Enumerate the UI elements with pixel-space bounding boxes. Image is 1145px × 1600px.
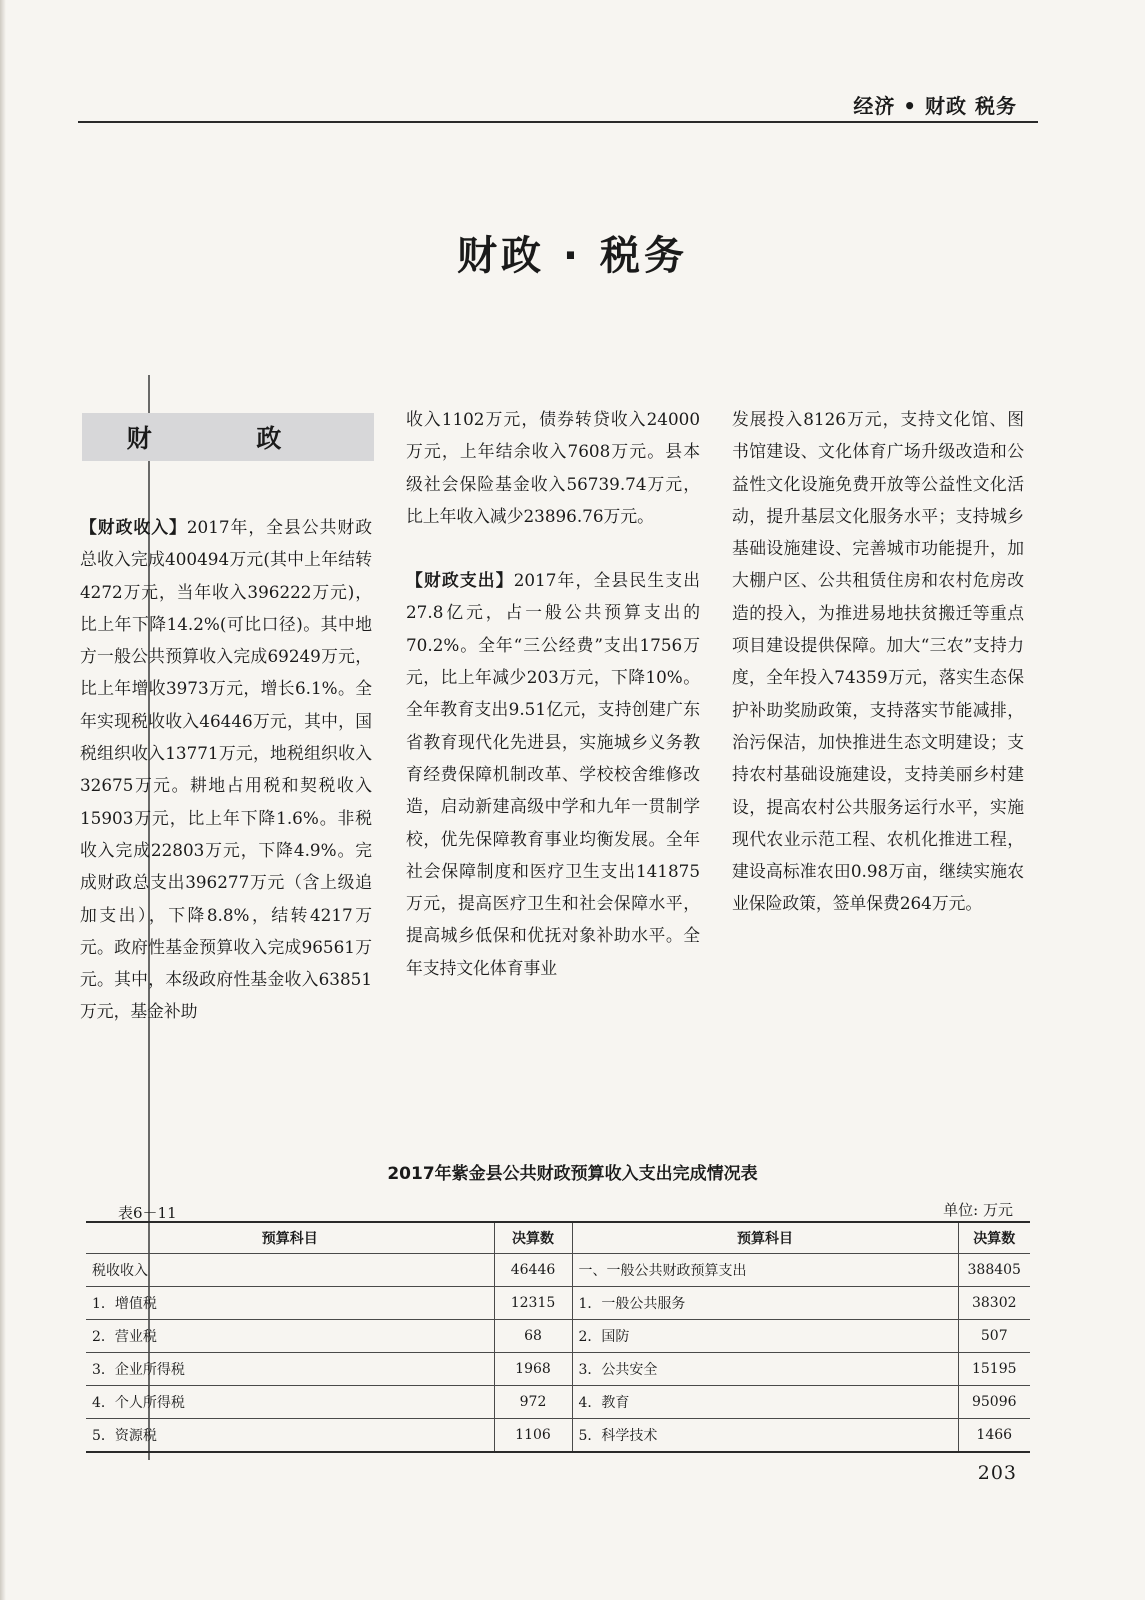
revenue-value: 46446	[494, 1254, 572, 1287]
header-rule	[78, 121, 1038, 123]
budget-table	[86, 1221, 1030, 1453]
revenue-value: 972	[494, 1386, 572, 1419]
revenue-label: 【财政收入】	[80, 517, 187, 537]
revenue-paragraph	[80, 511, 372, 1028]
header-value-left: 决算数	[494, 1222, 572, 1254]
table-row	[86, 1419, 1030, 1453]
revenue-item: 税收收入	[86, 1254, 494, 1287]
table-unit: 单位: 万元	[943, 1201, 1013, 1219]
table-row	[86, 1353, 1030, 1386]
header-item-right: 预算科目	[572, 1222, 958, 1254]
expenditure-paragraph	[406, 564, 700, 984]
text-column-2	[406, 403, 700, 984]
col3-paragraph: 发展投入8126万元，支持文化馆、图书馆建设、文化体育广场升级改造和公益性文化设施免费开放等公益性文化活动，提升基层文化服务水平；支持城乡基础设施建设、完善城市功能提升，加大棚户区、公共租赁住房和农村危房改造的投入，为推进易地扶贫搬迁等重点项目建设提供保障。加大“三农”支持力度，全年投入74359万元，落实生态保护补助奖励政策，支持落实节能减排，治污保洁，加快推进生态文明建设；支持农村基础设施建设，支持美丽乡村建设，提高农村公共服务运行水平，实施现代农业示范工程、农机化推进工程，建设高标准农田0.98万亩，继续实施农业保险政策，签单保费264万元。	[732, 409, 1024, 914]
revenue-text: 2017年，全县公共财政总收入完成400494万元(其中上年结转4272万元，当年收入396222万元)，比上年下降14.2%(可比口径)。其中地方一般公共预算收入完成69249万元，比上年增收3973万元，增长6.1%。全年实现税收收入46446万元，其中，国税组织收入13771万元，地税组织收入32675万元。耕地占用税和契税收入15903万元，比上年下降1.6%。非税收入完成22803万元，下降4.9%。完成财政总支出396277万元（含上级追加支出），下降8.8%，结转4217万元。政府性基金预算收入完成96561万元。其中，本级政府性基金收入63851万元，基金补助	[80, 517, 372, 1022]
expenditure-value: 388405	[958, 1254, 1030, 1287]
col2-continuation: 收入1102万元，债券转贷收入24000万元，上年结余收入7608万元。县本级社会保险基金收入56739.74万元，比上年收入减少23896.76万元。	[406, 409, 700, 526]
table-title: 2017年紫金县公共财政预算收入支出完成情况表	[387, 1164, 758, 1184]
table-row	[86, 1254, 1030, 1287]
table-number: 表6－11	[118, 1204, 177, 1222]
section-heading: 财 政	[82, 413, 374, 461]
expenditure-item: 4．教育	[572, 1386, 958, 1419]
revenue-value: 1106	[494, 1419, 572, 1453]
expenditure-item: 1．一般公共服务	[572, 1287, 958, 1320]
revenue-value: 68	[494, 1320, 572, 1353]
revenue-item: 1．增值税	[86, 1287, 494, 1320]
running-head: 经济 • 财政 税务	[853, 94, 1017, 118]
expenditure-value: 95096	[958, 1386, 1030, 1419]
expenditure-value: 38302	[958, 1287, 1030, 1320]
expenditure-item: 一、一般公共财政预算支出	[572, 1254, 958, 1287]
table-row	[86, 1287, 1030, 1320]
table-row	[86, 1320, 1030, 1353]
header-item-left: 预算科目	[86, 1222, 494, 1254]
page-number: 203	[977, 1462, 1017, 1484]
table-row	[86, 1386, 1030, 1419]
expenditure-item: 2．国防	[572, 1320, 958, 1353]
expenditure-label: 【财政支出】	[406, 570, 514, 591]
paragraph-gap	[406, 532, 700, 564]
header-value-right: 决算数	[958, 1222, 1030, 1254]
expenditure-item: 5．科学技术	[572, 1419, 958, 1453]
table-header-row	[86, 1222, 1030, 1254]
expenditure-text: 2017年，全县民生支出27.8亿元，占一般公共预算支出的70.2%。全年“三公经费”支出1756万元，比上年减少203万元，下降10%。全年教育支出9.51亿元，支持创建广东省教育现代化先进县，实施城乡义务教育经费保障机制改革、学校校舍维修改造，启动新建高级中学和九年一贯制学校，优先保障教育事业均衡发展。全年社会保障制度和医疗卫生支出141875万元，提高医疗卫生和社会保障水平，提高城乡低保和优抚对象补助水平。全年支持文化体育事业	[406, 570, 700, 978]
text-column-3	[732, 403, 1024, 920]
revenue-value: 1968	[494, 1353, 572, 1386]
revenue-value: 12315	[494, 1287, 572, 1320]
expenditure-value: 15195	[958, 1353, 1030, 1386]
expenditure-item: 3．公共安全	[572, 1353, 958, 1386]
text-column-1	[80, 511, 372, 1028]
revenue-item: 5．资源税	[86, 1419, 494, 1453]
revenue-item: 3．企业所得税	[86, 1353, 494, 1386]
expenditure-value: 507	[958, 1320, 1030, 1353]
chapter-title: 财政 · 税务	[456, 233, 689, 279]
revenue-item: 4．个人所得税	[86, 1386, 494, 1419]
revenue-item: 2．营业税	[86, 1320, 494, 1353]
expenditure-value: 1466	[958, 1419, 1030, 1453]
